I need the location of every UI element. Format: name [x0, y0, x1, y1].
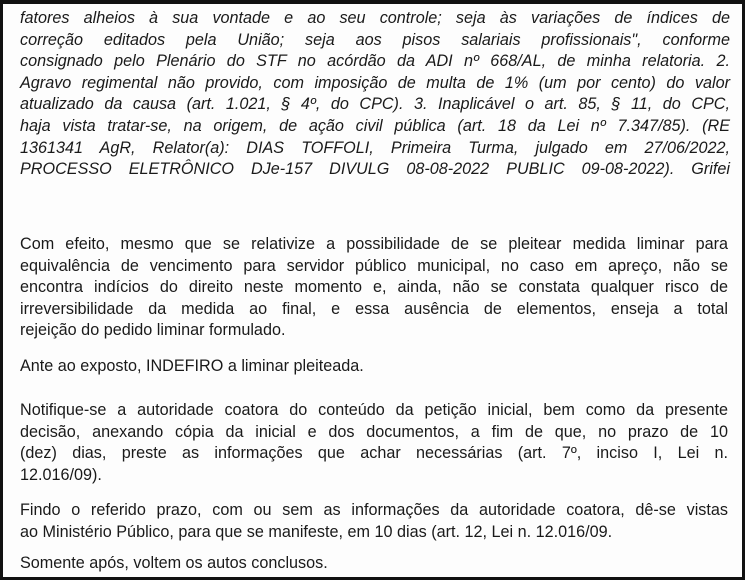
quote-line: fatores alheios à sua vontade e ao seu controle; seja às variações de índices de	[20, 9, 730, 27]
quote-line: Agravo regimental não provido, com imposição de multa de 1% (um por cento) do valor	[20, 73, 730, 92]
jurisprudence-quote	[20, 8, 730, 181]
paragraph-reasoning	[20, 234, 728, 342]
paragraph-line: encontra indícios do direito neste momento e, ainda, não se constata qualquer risco de	[20, 278, 728, 297]
quote-line: haja vista tratar-se, na origem, de ação civil pública (art. 18 da Lei nº 7.347/85). (RE	[20, 116, 730, 135]
quote-line: 1361341 AgR, Relator(a): DIAS TOFFOLI, Primeira Turma, julgado em 27/06/2022,	[20, 138, 730, 157]
paragraph-line: 12.016/09).	[20, 465, 102, 484]
paragraph-line: Ante ao exposto, INDEFIRO a liminar pleiteada.	[20, 357, 364, 375]
quote-line: consignado pelo Plenário do STF no acórdão da ADI nº 668/AL, de minha relatoria. 2.	[20, 52, 730, 71]
paragraph-line: rejeição do pedido liminar formulado.	[20, 321, 286, 340]
paragraph-line: equivalência de vencimento para servidor público municipal, no caso em apreço, não se	[20, 256, 728, 275]
paragraph-conclusion	[20, 553, 728, 575]
paragraph-line: Com efeito, mesmo que se relativize a possibilidade de se pleitear medida liminar para	[20, 235, 728, 253]
paragraph-line: Notifique-se a autoridade coatora do conteúdo da petição inicial, bem como da presente	[20, 401, 728, 419]
quote-line: PROCESSO ELETRÔNICO DJe-157 DIVULG 08-08-2022 PUBLIC 09-08-2022). Grifei	[20, 160, 730, 179]
paragraph-line: Findo o referido prazo, com ou sem as informações da autoridade coatora, dê-se vistas	[20, 501, 728, 519]
paragraph-line: decisão, anexando cópia da inicial e dos documentos, a fim de que, no prazo de 10	[20, 422, 728, 441]
paragraph-line: (dez) dias, preste as informações que achar necessárias (art. 7º, inciso I, Lei n.	[20, 444, 728, 463]
paragraph-deadline	[20, 500, 728, 543]
quote-line: atualizado da causa (art. 1.021, § 4º, do CPC). 3. Inaplicável o art. 85, § 11, do CPC,	[20, 95, 730, 114]
paragraph-line: ao Ministério Público, para que se manifeste, em 10 dias (art. 12, Lei n. 12.016/09.	[20, 522, 613, 541]
paragraph-notification	[20, 400, 728, 486]
paragraph-line: Somente após, voltem os autos conclusos.	[20, 554, 328, 572]
paragraph-line: irreversibilidade da medida ao final, e essa ausência de elementos, enseja a total	[20, 299, 728, 318]
quote-line: correção editados pela União; seja aos pisos salariais profissionais", conforme	[20, 30, 730, 49]
paragraph-decision	[20, 356, 728, 378]
